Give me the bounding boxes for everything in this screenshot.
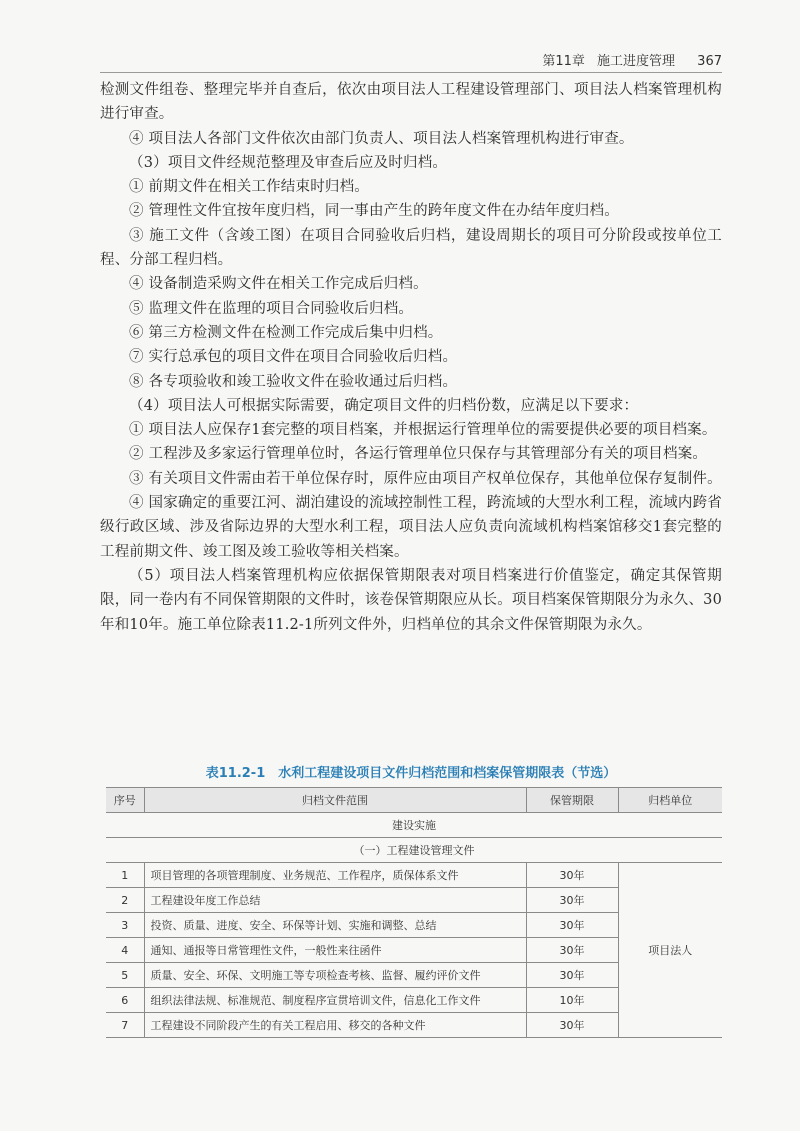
- page-number: 367: [697, 54, 722, 69]
- row-number: 1: [106, 863, 144, 888]
- row-number: 6: [106, 988, 144, 1013]
- table-header-row: [106, 788, 722, 813]
- col-header-scope: 归档文件范围: [144, 788, 526, 813]
- row-scope: 工程建设年度工作总结: [144, 888, 526, 913]
- row-scope: 投资、质量、进度、安全、环保等计划、实施和调整、总结: [144, 913, 526, 938]
- chapter-number: 第11章: [542, 54, 585, 69]
- paragraph: ④ 设备制造采购文件在相关工作完成后归档。: [129, 276, 428, 293]
- row-period: 30年: [526, 963, 618, 988]
- paragraph: （5）项目法人档案管理机构应依据保管期限表对项目档案进行价值鉴定，确定其保管期限，同一卷内有不同保管期限的文件时，该卷保管期限应从长。项目档案保管期限分为永久、30年和10年。施工单位除表11.2-1所列文件外，归档单位的其余文件保管期限为永久。: [100, 567, 722, 633]
- subsection-row: [106, 838, 722, 863]
- row-number: 5: [106, 963, 144, 988]
- paragraph: ⑦ 实行总承包的项目文件在项目合同验收后归档。: [129, 349, 458, 366]
- chapter-title: 施工进度管理: [597, 54, 676, 69]
- row-scope: 质量、安全、环保、文明施工等专项检查考核、监督、履约评价文件: [144, 963, 526, 988]
- paragraph: （4）项目法人可根据实际需要，确定项目文件的归档份数，应满足以下要求：: [129, 397, 639, 414]
- table-row: [106, 863, 722, 888]
- col-header-period: 保管期限: [526, 788, 618, 813]
- row-period: 30年: [526, 938, 618, 963]
- row-number: 4: [106, 938, 144, 963]
- paragraph: ① 项目法人应保存1套完整的项目档案，并根据运行管理单位的需要提供必要的项目档案。: [129, 422, 717, 439]
- paragraph: ① 前期文件在相关工作结束时归档。: [129, 179, 370, 196]
- section-label: 建设实施: [106, 813, 722, 838]
- row-scope: 项目管理的各项管理制度、业务规范、工作程序，质保体系文件: [144, 863, 526, 888]
- paragraph: ④ 项目法人各部门文件依次由部门负责人、项目法人档案管理机构进行审查。: [129, 130, 634, 147]
- paragraph: ③ 有关项目文件需由若干单位保存时，原件应由项目产权单位保存，其他单位保存复制件。: [129, 470, 722, 487]
- row-scope: 组织法律法规、标准规范、制度程序宣贯培训文件，信息化工作文件: [144, 988, 526, 1013]
- row-period: 30年: [526, 863, 618, 888]
- col-header-unit: 归档单位: [618, 788, 722, 813]
- row-period: 30年: [526, 913, 618, 938]
- section-row: [106, 813, 722, 838]
- paragraph: ⑥ 第三方检测文件在检测工作完成后集中归档。: [129, 324, 443, 341]
- row-period: 10年: [526, 988, 618, 1013]
- row-scope: 工程建设不同阶段产生的有关工程启用、移交的各种文件: [144, 1013, 526, 1038]
- archive-unit-cell: 项目法人: [618, 863, 722, 1038]
- row-scope: 通知、通报等日常管理性文件，一般性来往函件: [144, 938, 526, 963]
- row-number: 2: [106, 888, 144, 913]
- paragraph: ② 工程涉及多家运行管理单位时，各运行管理单位只保存与其管理部分有关的项目档案。: [129, 446, 708, 463]
- row-period: 30年: [526, 888, 618, 913]
- paragraph: ② 管理性文件宜按年度归档，同一事由产生的跨年度文件在办结年度归档。: [129, 203, 619, 220]
- row-period: 30年: [526, 1013, 618, 1038]
- archive-table: [106, 787, 722, 1038]
- running-head: [534, 50, 722, 69]
- paragraph: ⑧ 各专项验收和竣工验收文件在验收通过后归档。: [129, 373, 458, 390]
- paragraph: ⑤ 监理文件在监理的项目合同验收后归档。: [129, 300, 414, 317]
- row-number: 3: [106, 913, 144, 938]
- body-text: [100, 78, 722, 637]
- paragraph: 检测文件组卷、整理完毕并自查后，依次由项目法人工程建设管理部门、项目法人档案管理机构进行审查。: [100, 82, 722, 123]
- paragraph: ④ 国家确定的重要江河、湖泊建设的流域控制性工程，跨流域的大型水利工程，流域内跨省级行政区域、涉及省际边界的大型水利工程，项目法人应负责向流域机构档案馆移交1套完整的工程前期文件、竣工图及竣工验收等相关档案。: [100, 495, 722, 560]
- row-number: 7: [106, 1013, 144, 1038]
- paragraph: （3）项目文件经规范整理及审查后应及时归档。: [129, 154, 448, 171]
- table-title: 表11.2-1 水利工程建设项目文件归档范围和档案保管期限表（节选）: [205, 766, 617, 781]
- page-header: [100, 44, 722, 73]
- paragraph: ③ 施工文件（含竣工图）在项目合同验收后归档，建设周期长的项目可分阶段或按单位工程、分部工程归档。: [100, 227, 722, 269]
- col-header-no: 序号: [106, 788, 144, 813]
- subsection-label: （一）工程建设管理文件: [106, 838, 722, 863]
